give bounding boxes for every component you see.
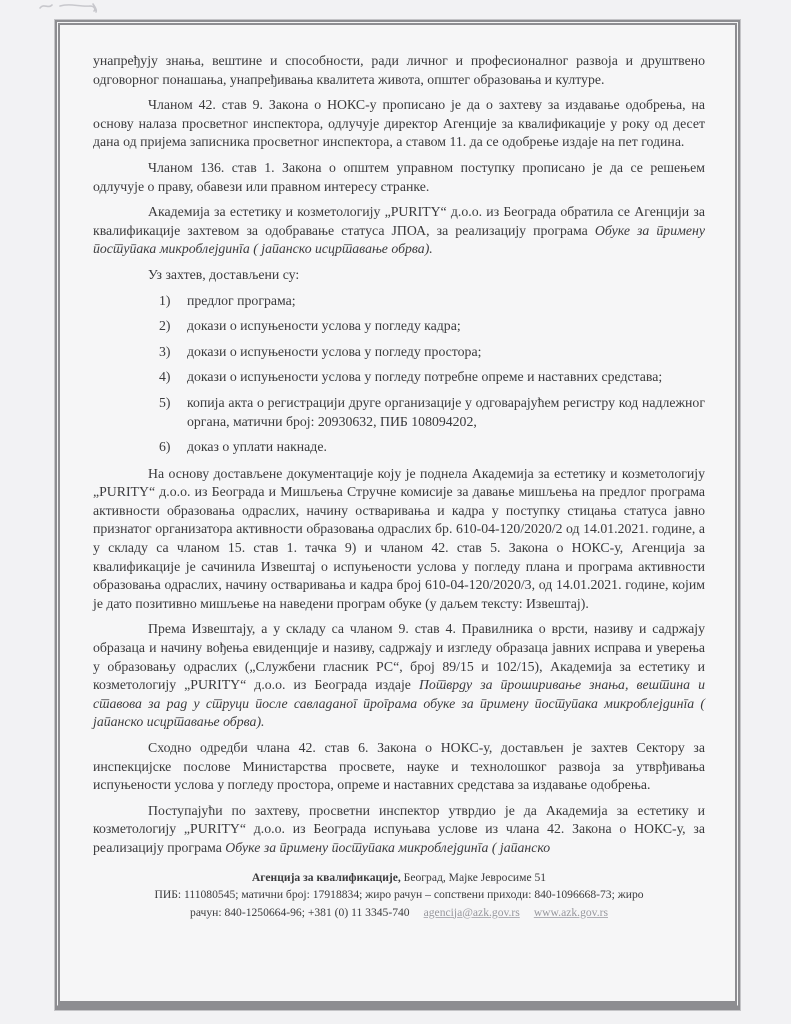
footer-org-name: Агенција за квалификације, xyxy=(251,870,401,884)
paragraph-3 xyxy=(93,159,705,196)
paragraph-2 xyxy=(93,96,705,152)
item-text: докази о испуњености услова у погледу простора; xyxy=(187,343,482,359)
paragraph-5-list-intro xyxy=(93,266,705,285)
item-number: 2) xyxy=(159,318,171,334)
item-text: копија акта о регистрацији друге организације у одговарајућем регистру код надлежног органа, матични број: 20930632, ПИБ 108094202, xyxy=(187,394,705,429)
item-number: 3) xyxy=(159,343,171,359)
paragraph-text: Према Извештају, а у складу са чланом 9. став 4. Правилника о врсти, називу и садржају образаца и начину вођења евиденције и називу, садржају и изгледу образаца јавних исправа и уверења у образовању одраслих („Службени гласник РС“, број 89/15 и 102/15), Академија за естетику и козметологију „PURITY“ д.о.о. из Београда издаје xyxy=(93,621,705,693)
email-link: agencija@azk.gov.rs xyxy=(423,905,520,919)
paragraph-1 xyxy=(93,52,705,89)
list-item xyxy=(93,317,705,336)
certificate-title-italic: Потврду за проширивање знања, вештина и ставова за рад у струци после савладаног програма обуке за примену поступака микроблејдинга ( јапанско исцртавање обрва). xyxy=(93,677,705,730)
paragraph-7 xyxy=(93,620,705,732)
paragraph-6 xyxy=(93,465,705,614)
document-body-text xyxy=(60,25,735,921)
document-frame xyxy=(55,20,740,1010)
pencil-smudge-mark xyxy=(36,0,116,14)
paragraph-text: унапређују знања, вештине и способности, ради личног и професионалног развоја и друштвено одговорног понашања, унапређивања квалитета живота, општег образовања и културе. xyxy=(93,53,705,87)
item-number: 1) xyxy=(159,292,171,308)
paragraph-text: На основу достављене документације коју је поднела Академија за естетику и козметологију „PURITY“ д.о.о. из Београда и Мишљења Стручне комисије за давање мишљења на предлог програма активности образовања одраслих, начину остваривања и кадра у поступку стицања статуса јавно признатог организатора активности образовања одраслих бр. 610-04-120/2020/2 од 14.01.2021. године, а у складу са чланом 15. став 1. тачка 9) и чланом 42. став 5. Закона о НОКС-у, Агенција за квалификације је сачинила Извештај о испуњености услова у погледу плана и програма активности образовања одраслих, начину остваривања и кадра број 610-04-120/2020/3, од 14.01.2021. године, којим је дато позитивно мишљење на наведени програм обуке (у даљем тексту: Извештај). xyxy=(93,465,705,611)
paragraph-text: Поступајући по захтеву, просветни инспектор утврдио је да Академија за естетику и козметологију „PURITY“ д.о.о. из Београда испуњава услове из члана 42. Закона о НОКС-у, за реализацију програма xyxy=(93,802,705,855)
list-item xyxy=(93,438,705,457)
item-number: 5) xyxy=(159,394,171,410)
paragraph-text: Чланом 136. став 1. Закона о општем управном поступку прописано је да се решењем одлучује о праву, обавези или правном интересу странке. xyxy=(93,159,705,194)
footer-registration-line: ПИБ: 111080545; матични број: 17918834; жиро рачун – сопствени приходи: 840-1096668-73; жиро xyxy=(154,888,644,902)
footer-address: Београд, Мајке Јевросиме 51 xyxy=(400,870,547,884)
paragraph-8 xyxy=(93,739,705,795)
list-item xyxy=(93,292,705,311)
list-item xyxy=(93,343,705,362)
item-text: докази о испуњености услова у погледу потребне опреме и наставних средстава; xyxy=(187,369,663,385)
item-number: 6) xyxy=(159,439,171,455)
program-title-italic: Обуке за примену поступака микроблејдинга ( јапанско исцртавање обрва). xyxy=(93,222,705,257)
website-link: www.azk.gov.rs xyxy=(533,905,608,919)
item-text: доказ о уплати накнаде. xyxy=(187,439,327,455)
footer-account-line xyxy=(93,904,705,922)
item-text: предлог програма; xyxy=(187,292,296,308)
list-item xyxy=(93,394,705,431)
paragraph-text: Уз захтев, достављени су: xyxy=(148,266,300,282)
paragraph-text: Академија за естетику и козметологију „PURITY“ д.о.о. из Београда обратила се Агенцији за квалификације захтевом за одобравање статуса ЈПОА, за реализацију програма xyxy=(93,204,705,238)
paragraph-4 xyxy=(93,203,705,259)
list-item xyxy=(93,368,705,387)
footer-account-text: рачун: 840-1250664-96; +381 (0) 11 3345-740 xyxy=(190,905,410,919)
document-footer xyxy=(93,869,705,922)
paragraph-text: Сходно одредби члана 42. став 6. Закона о НОКС-у, достављен је захтев Сектору за инспекцијске послове Министарства просвете, науке и технолошког развоја за утврђивања испуњености услова у погледу простора, опреме и наставних средстава за издавање одобрења. xyxy=(93,740,705,793)
paragraph-text: Чланом 42. став 9. Закона о НОКС-у прописано је да о захтеву за издавање одобрења, на основу налаза просветног инспектора, одлучује директор Агенције за квалификације у року од десет дана од пријема записника просветног инспектора, а ставом 11. да се одобрење издаје на пет година. xyxy=(93,97,705,150)
item-number: 4) xyxy=(159,369,171,385)
footer-org-line xyxy=(93,869,705,887)
program-title-italic: Обуке за примену поступака микроблејдинга ( јапанско xyxy=(225,839,551,855)
attachment-list xyxy=(93,292,705,457)
item-text: докази о испуњености услова у погледу кадра; xyxy=(187,318,461,334)
paragraph-9 xyxy=(93,802,705,858)
